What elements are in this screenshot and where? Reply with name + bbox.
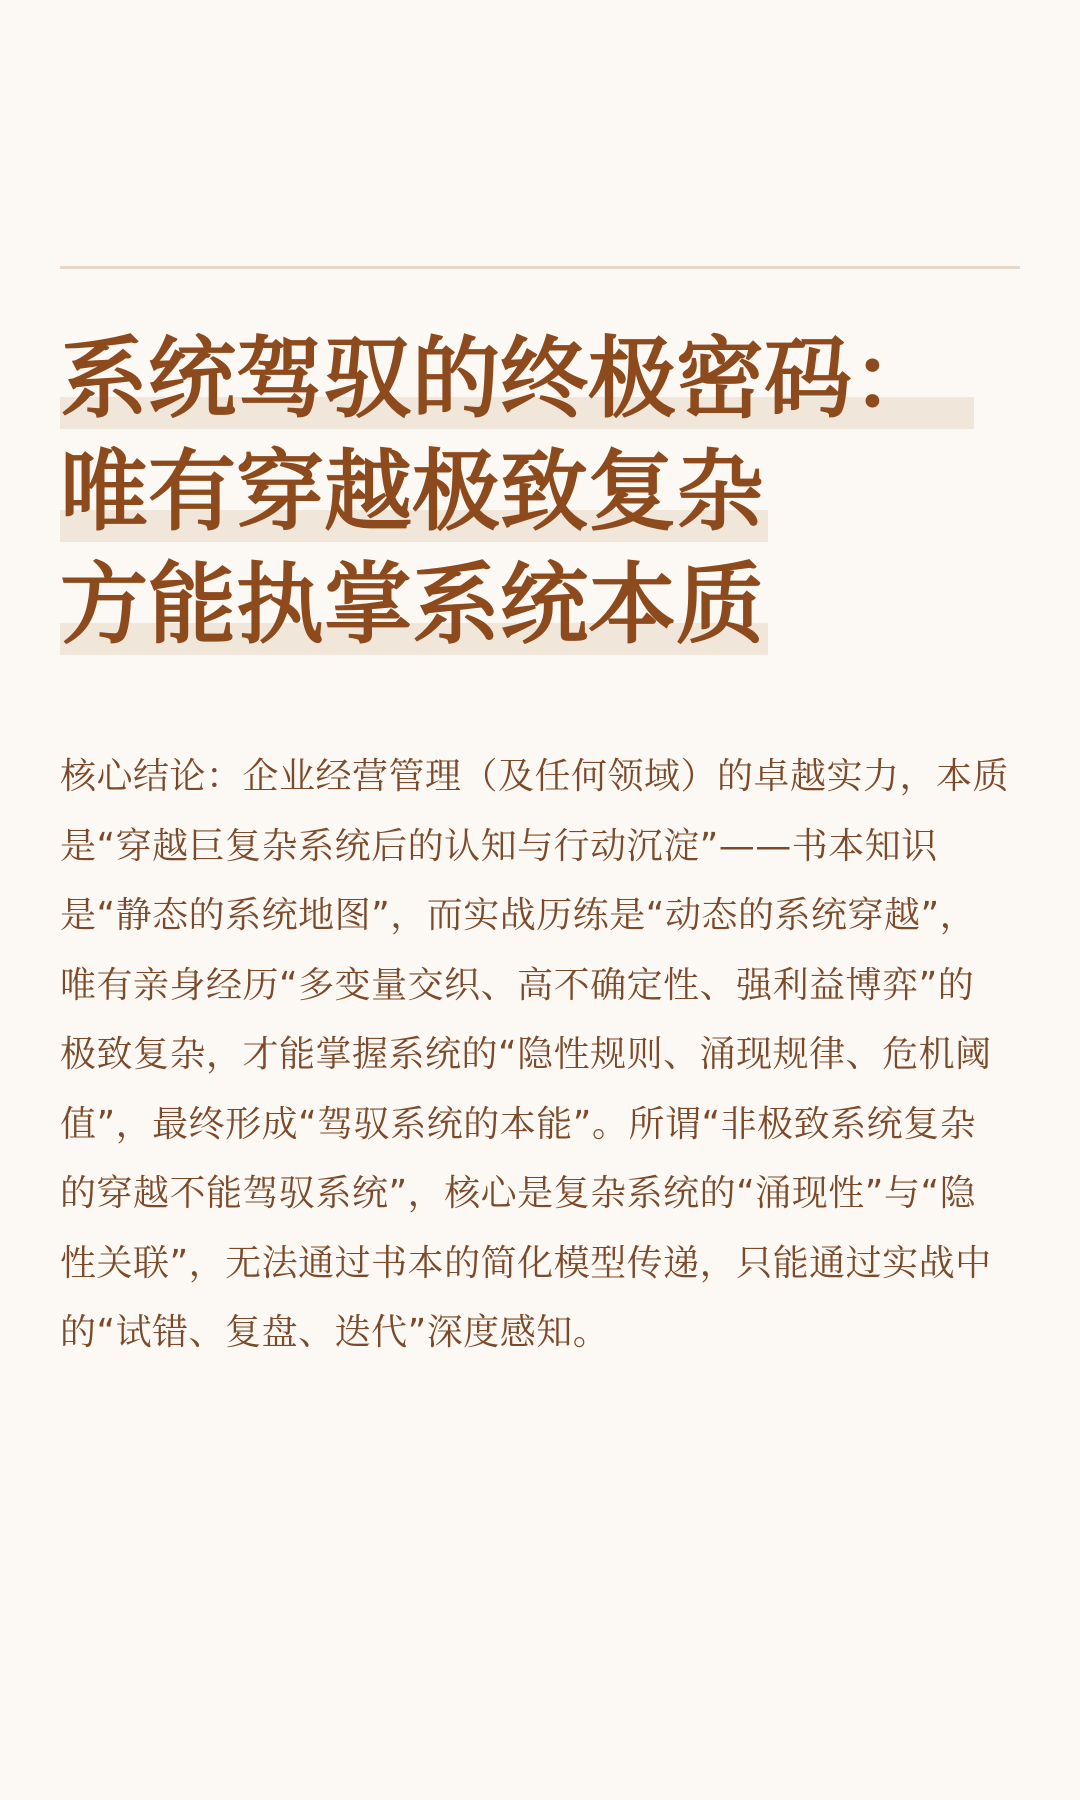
- title-text-1: 系统驾驭的终极密码：: [60, 322, 944, 435]
- top-divider: [60, 266, 1020, 269]
- title-text-3: 方能执掌系统本质: [60, 548, 768, 661]
- title-line-3: [60, 548, 1040, 661]
- title-line-1: [60, 322, 1040, 435]
- article-title: [60, 322, 1040, 661]
- title-line-2: [60, 435, 1040, 548]
- title-text-2: 唯有穿越极致复杂: [60, 435, 768, 548]
- body-paragraph: 核心结论：企业经营管理（及任何领域）的卓越实力，本质是“穿越巨复杂系统后的认知与行动沉淀”——书本知识是“静态的系统地图”，而实战历练是“动态的系统穿越”，唯有亲身经历“多变量交织、高不确定性、强利益博弈”的极致复杂，才能掌握系统的“隐性规则、涌现规律、危机阈值”，最终形成“驾驭系统的本能”。所谓“非极致系统复杂的穿越不能驾驭系统”，核心是复杂系统的“涌现性”与“隐性关联”，无法通过书本的简化模型传递，只能通过实战中的“试错、复盘、迭代”深度感知。: [60, 756, 1010, 1353]
